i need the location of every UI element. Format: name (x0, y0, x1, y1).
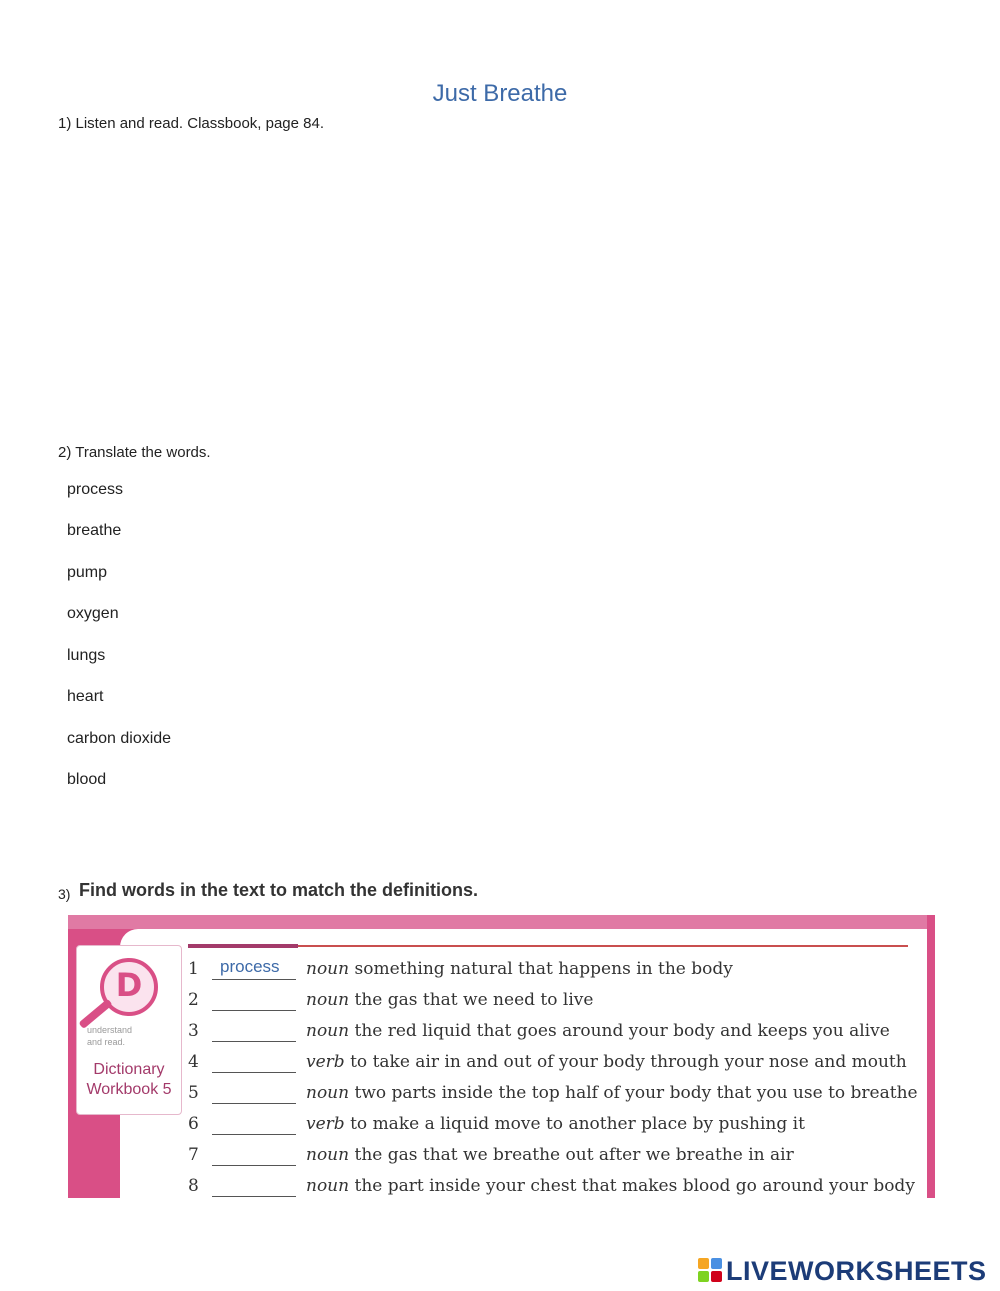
part-of-speech: noun (306, 959, 350, 979)
dictionary-card (76, 945, 182, 1115)
definition-body: to take air in and out of your body through your nose and mouth (350, 1052, 907, 1072)
faint-line-2: and read. (87, 1037, 126, 1047)
word-blood: blood (67, 771, 107, 788)
definition-body: something natural that happens in the body (354, 959, 733, 979)
word-carbon-dioxide: carbon dioxide (67, 730, 172, 747)
answer-blank[interactable] (212, 1134, 296, 1135)
instruction-1: 1) Listen and read. Classbook, page 84. (58, 115, 325, 132)
dictionary-title-line-2: Workbook 5 (86, 1081, 172, 1098)
logo-square-2 (711, 1258, 722, 1269)
word-oxygen: oxygen (67, 605, 119, 622)
definition-body: two parts inside the top half of your body that you use to breathe (354, 1083, 918, 1103)
part-of-speech: verb (306, 1114, 345, 1134)
answer-blank[interactable] (212, 1041, 296, 1042)
definition-text (306, 990, 593, 1010)
definition-text (306, 1052, 907, 1072)
dictionary-faint-text (87, 1024, 132, 1048)
definition-number: 7 (188, 1145, 199, 1165)
answer-blank[interactable] (212, 1072, 296, 1073)
word-process: process (67, 481, 124, 498)
answer-blank[interactable] (212, 1165, 296, 1166)
page-title: Just Breathe (432, 80, 568, 107)
panel-stripe (68, 915, 935, 929)
panel-rule-accent (188, 944, 298, 948)
part-of-speech: noun (306, 1083, 350, 1103)
logo-square-1 (698, 1258, 709, 1269)
word-pump: pump (67, 564, 108, 581)
definition-text (306, 1083, 918, 1103)
logo-text: LIVEWORKSHEETS (726, 1256, 987, 1286)
definition-number: 1 (188, 959, 199, 979)
definition-text (306, 1145, 794, 1165)
dictionary-title (77, 1060, 181, 1100)
logo-square-4 (711, 1271, 722, 1282)
question-3-heading: Find words in the text to match the definitions. (79, 880, 479, 900)
instruction-2: 2) Translate the words. (58, 444, 211, 461)
panel-edge (927, 915, 935, 1198)
answer-text[interactable]: process (220, 957, 280, 976)
definitions-panel (68, 915, 935, 1198)
magnifier-letter: D (115, 966, 143, 1004)
definition-body: the part inside your chest that makes blood go around your body (354, 1176, 915, 1196)
definition-number: 2 (188, 990, 199, 1010)
part-of-speech: noun (306, 990, 350, 1010)
part-of-speech: noun (306, 1145, 350, 1165)
answer-blank[interactable] (212, 1010, 296, 1011)
definition-number: 6 (188, 1114, 199, 1134)
part-of-speech: noun (306, 1176, 350, 1196)
definition-text (306, 1176, 915, 1196)
definition-number: 8 (188, 1176, 199, 1196)
definition-text (306, 959, 733, 979)
answer-blank[interactable] (212, 1196, 296, 1197)
definition-body: the gas that we need to live (354, 990, 594, 1010)
word-breathe: breathe (67, 522, 122, 539)
part-of-speech: verb (306, 1052, 345, 1072)
definition-text (306, 1021, 890, 1041)
dictionary-title-line-1: Dictionary (93, 1061, 165, 1078)
definition-body: to make a liquid move to another place by pushing it (350, 1114, 805, 1134)
definition-text (306, 1114, 805, 1134)
logo-icon (698, 1258, 722, 1282)
faint-line-1: understand (87, 1025, 133, 1035)
definition-body: the gas that we breathe out after we breathe in air (354, 1145, 794, 1165)
answer-blank[interactable] (212, 979, 296, 980)
part-of-speech: noun (306, 1021, 350, 1041)
definition-number: 4 (188, 1052, 199, 1072)
answer-blank[interactable] (212, 1103, 296, 1104)
question-3-number: 3) (58, 886, 71, 902)
definition-number: 5 (188, 1083, 199, 1103)
definition-body: the red liquid that goes around your body and keeps you alive (354, 1021, 890, 1041)
logo-square-3 (698, 1271, 709, 1282)
word-heart: heart (67, 688, 104, 705)
definition-number: 3 (188, 1021, 199, 1041)
word-lungs: lungs (67, 647, 106, 664)
